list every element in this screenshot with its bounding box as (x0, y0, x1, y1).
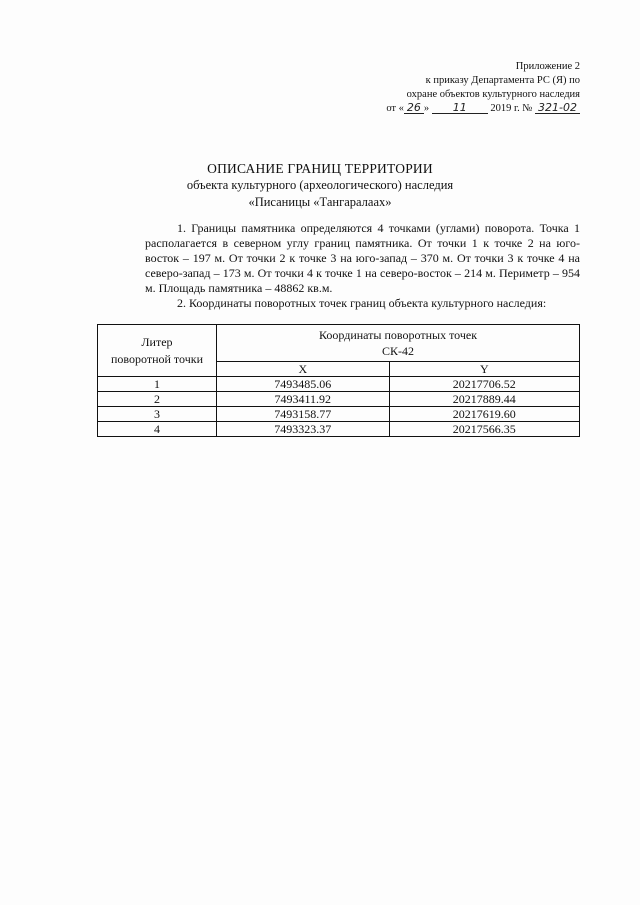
cell-y: 20217889.44 (389, 392, 579, 407)
cell-y: 20217566.35 (389, 422, 579, 437)
header-liter-line1: Литер (141, 334, 173, 349)
annex-date-line (386, 102, 580, 116)
header-coordinates-system: СК-42 (381, 344, 414, 358)
annex-order-number: 321-02 (535, 102, 580, 114)
header-coordinates-line1: Координаты поворотных точек (318, 328, 478, 342)
header-coordinates (217, 325, 580, 362)
annex-date-year: 2019 г. № (490, 103, 533, 114)
annex-title: Приложение 2 (515, 61, 580, 72)
cell-point: 4 (98, 422, 217, 437)
cell-point: 3 (98, 407, 217, 422)
annex-date-day: 26 (404, 102, 424, 114)
annex-header (386, 60, 580, 116)
table-row (98, 377, 580, 392)
header-liter-line2: поворотной точки (111, 351, 203, 366)
annex-date-prefix: от « (386, 103, 404, 114)
annex-date-month: 11 (432, 102, 488, 114)
table-row (98, 407, 580, 422)
document-title-block (0, 160, 640, 211)
annex-department: охране объектов культурного наследия (406, 89, 580, 100)
table-header-row (98, 325, 580, 362)
header-y: Y (389, 362, 579, 377)
cell-point: 2 (98, 392, 217, 407)
cell-x: 7493158.77 (217, 407, 390, 422)
cell-x: 7493411.92 (217, 392, 390, 407)
cell-y: 20217619.60 (389, 407, 579, 422)
coordinates-intro-paragraph: 2. Координаты поворотных точек границ объекта культурного наследия: (177, 296, 547, 310)
document-subtitle: объекта культурного (археологического) наследия (186, 178, 454, 192)
cell-x: 7493485.06 (217, 377, 390, 392)
header-x: X (217, 362, 390, 377)
header-liter (98, 325, 217, 377)
cell-x: 7493323.37 (217, 422, 390, 437)
annex-order-ref: к приказу Департамента РС (Я) по (425, 75, 580, 86)
cell-y: 20217706.52 (389, 377, 579, 392)
document-title: ОПИСАНИЕ ГРАНИЦ ТЕРРИТОРИИ (207, 161, 433, 176)
annex-date-mid: » (423, 103, 430, 114)
cell-point: 1 (98, 377, 217, 392)
table-row (98, 422, 580, 437)
boundary-description-paragraph: 1. Границы памятника определяются 4 точками (углами) поворота. Точка 1 располагается в северном углу границ памятника. От точки 1 к точке 2 на юго-восток – 197 м. От точки 2 к точке 3 на юго-запад – 370 м. От точки 3 к точке 4 на северо-запад – 173 м. От точки 4 к точке 1 на северо-восток – 214 м. Периметр – 954 м. Площадь памятника – 48862 кв.м. (145, 221, 580, 295)
table-row (98, 392, 580, 407)
object-name: «Писаницы «Тангаралаах» (248, 195, 392, 209)
coordinates-table (97, 324, 580, 437)
